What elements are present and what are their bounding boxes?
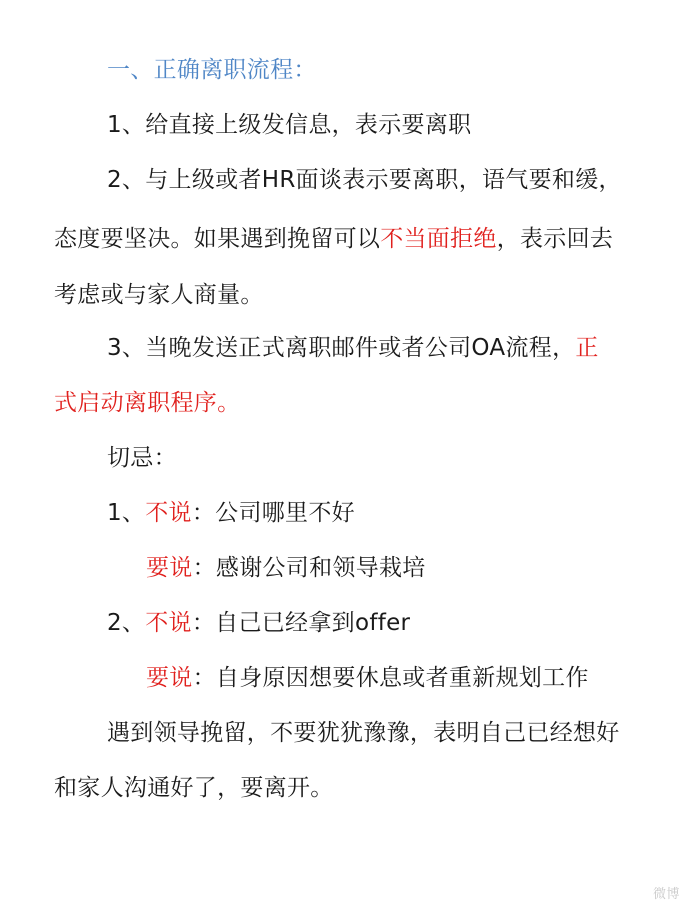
- watermark: 微博: [652, 887, 680, 902]
- step-2-text-b: ，表示回去: [496, 226, 614, 252]
- step-3-text-a: 3、当晚发送正式离职邮件或者公司OA流程，: [107, 335, 576, 361]
- step-3-line-2: 式启动离职程序。: [54, 390, 241, 416]
- taboo-2-dont-label: 不说: [145, 610, 192, 636]
- step-2-highlight: 不当面拒绝: [380, 226, 497, 252]
- step-2-line-1: 2、与上级或者HR面谈表示要离职，语气要和缓，: [107, 167, 622, 193]
- step-3-highlight-a: 正: [575, 335, 599, 361]
- closing-line-2: 和家人沟通好了，要离开。: [54, 775, 334, 801]
- step-2-line-3: 考虑或与家人商量。: [54, 282, 264, 308]
- taboo-1-dont-label: 不说: [145, 500, 192, 526]
- taboo-1-do-label: 要说: [146, 555, 193, 581]
- taboo-2-do-label: 要说: [146, 665, 193, 691]
- taboo-title: 切忌：: [107, 445, 177, 471]
- taboo-1-num: 1、: [107, 500, 146, 526]
- closing-line-1: 遇到领导挽留，不要犹犹豫豫，表明自己已经想好: [107, 720, 620, 746]
- taboo-2-num: 2、: [107, 610, 146, 636]
- taboo-1-do: [146, 553, 426, 583]
- taboo-2-do: [146, 663, 589, 693]
- taboo-2-do-text: ：自身原因想要休息或者重新规划工作: [192, 665, 589, 691]
- step-2-text-a: 态度要坚决。如果遇到挽留可以: [54, 226, 381, 252]
- taboo-2-dont: [107, 608, 410, 638]
- step-3-line-1: [107, 333, 599, 363]
- step-2-line-2: [54, 224, 613, 254]
- taboo-1-dont: [107, 498, 355, 528]
- section-title: 一、正确离职流程：: [107, 57, 317, 83]
- step-1: 1、给直接上级发信息，表示要离职: [107, 112, 472, 138]
- taboo-1-do-text: ：感谢公司和领导栽培: [192, 555, 426, 581]
- taboo-2-dont-text: ：自己已经拿到offer: [191, 610, 411, 636]
- taboo-1-dont-text: ：公司哪里不好: [191, 500, 355, 526]
